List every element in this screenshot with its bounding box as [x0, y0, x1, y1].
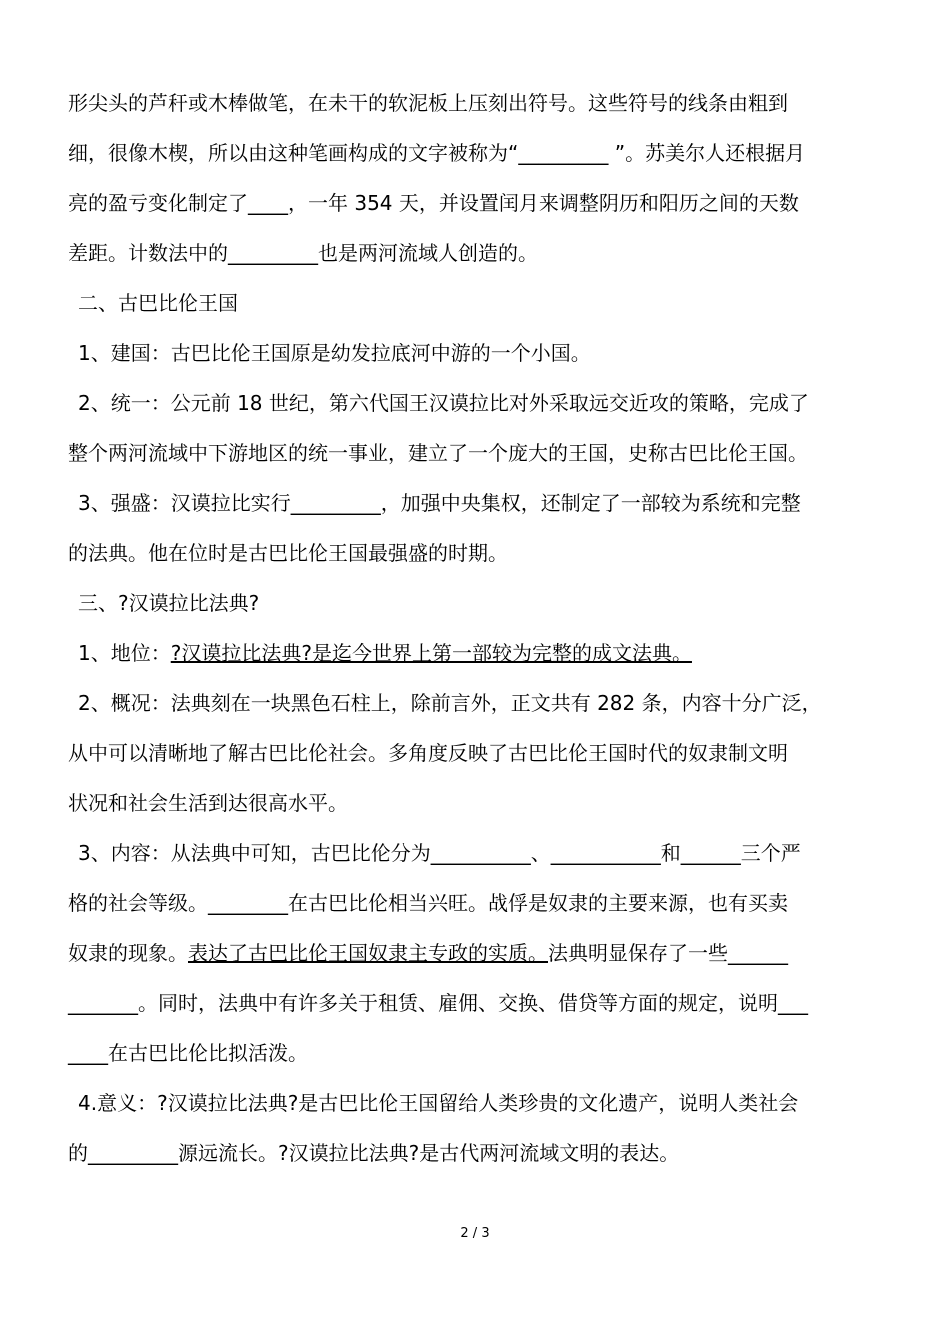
text: ”。苏美尔人还根据月 [608, 141, 806, 165]
text: 。同时，法典中有许多关于租赁、雇佣、交换、借贷等方面的规定，说明 [138, 991, 778, 1015]
item-overview [68, 678, 884, 828]
text-line [68, 378, 884, 428]
item-status [68, 628, 884, 678]
text: 1、地位： [78, 641, 171, 665]
text: ，一年 354 天，并设置闰月来调整阴历和阳历之间的天数 [288, 191, 799, 215]
text-line [68, 978, 884, 1028]
section-heading-code [68, 578, 884, 628]
text: 也是两河流域人创造的。 [318, 241, 538, 265]
section-heading-babylon [68, 278, 884, 328]
text-line [68, 478, 884, 528]
text: 细，很像木楔，所以由这种笔画构成的文字被称为“ [68, 141, 519, 165]
text-line [68, 428, 884, 478]
text: 和 [660, 841, 681, 865]
heading-text: 二、古巴比伦王国 [78, 291, 238, 315]
fill-blank: ____ [248, 191, 288, 215]
paragraph-cuneiform-continued [68, 78, 884, 278]
fill-blank: ______ [680, 841, 741, 865]
fill-blank: ___ [778, 991, 808, 1015]
fill-blank: ___________ [550, 841, 661, 865]
item-unification [68, 378, 884, 478]
document-body [68, 78, 884, 1178]
text-line [68, 1028, 884, 1078]
text-line [68, 1128, 884, 1178]
text: 差距。计数法中的 [68, 241, 228, 265]
fill-blank: _________ [88, 1141, 178, 1165]
item-prosperity [68, 478, 884, 578]
text: 法典明显保存了一些 [548, 941, 728, 965]
page-number: 2 / 3 [460, 1226, 490, 1241]
text-line [68, 678, 884, 728]
text-line [68, 178, 884, 228]
fill-blank: __________ [430, 841, 531, 865]
text: 亮的盈亏变化制定了 [68, 191, 248, 215]
text-line [68, 1078, 884, 1128]
text: 状况和社会生活到达很高水平。 [68, 791, 348, 815]
text: 在古巴比伦比拟活泼。 [108, 1041, 308, 1065]
text: 在古巴比伦相当兴旺。战俘是奴隶的主要来源，也有买卖 [288, 891, 788, 915]
text-line [68, 228, 884, 278]
text-line [68, 778, 884, 828]
text-line [68, 78, 884, 128]
text-line [68, 528, 884, 578]
text-line [68, 128, 884, 178]
underlined-text: ?汉谟拉比法典?是迄今世界上第一部较为完整的成文法典。 [170, 641, 692, 665]
heading-text: 三、?汉谟拉比法典? [78, 591, 260, 615]
fill-blank: _______ [68, 991, 138, 1015]
text: 奴隶的现象。 [68, 941, 188, 965]
text-line [68, 928, 884, 978]
text: 整个两河流域中下游地区的统一事业，建立了一个庞大的王国，史称古巴比伦王国。 [68, 441, 808, 465]
text: 三个严 [740, 841, 801, 865]
underlined-text: 表达了古巴比伦王国奴隶主专政的实质。 [188, 941, 548, 965]
text: 3、强盛：汉谟拉比实行 [78, 491, 291, 515]
item-significance [68, 1078, 884, 1178]
text: 、 [530, 841, 551, 865]
text: 形尖头的芦秆或木棒做笔，在未干的软泥板上压刻出符号。这些符号的线条由粗到 [68, 91, 788, 115]
text: 的法典。他在位时是古巴比伦王国最强盛的时期。 [68, 541, 508, 565]
item-content [68, 828, 884, 1078]
text-line [68, 828, 884, 878]
text: 源远流长。?汉谟拉比法典?是古代两河流域文明的表达。 [178, 1141, 680, 1165]
text: 1、建国：古巴比伦王国原是幼发拉底河中游的一个小国。 [78, 341, 591, 365]
fill-blank: _________ [290, 491, 381, 515]
text-line [68, 878, 884, 928]
fill-blank: ____ [68, 1041, 108, 1065]
text-line [68, 728, 884, 778]
fill-blank: ________ [208, 891, 288, 915]
text: ，加强中央集权，还制定了一部较为系统和完整 [380, 491, 801, 515]
text: 3、内容：从法典中可知，古巴比伦分为 [78, 841, 431, 865]
text: 格的社会等级。 [68, 891, 208, 915]
fill-blank: _________ [518, 141, 609, 165]
text: 2、统一：公元前 18 世纪，第六代国王汉谟拉比对外采取远交近攻的策略，完成了 [78, 391, 809, 415]
text: 4.意义：?汉谟拉比法典?是古巴比伦王国留给人类珍贵的文化遗产，说明人类社会 [78, 1091, 799, 1115]
text: 2、概况：法典刻在一块黑色石柱上，除前言外，正文共有 282 条，内容十分广泛， [78, 691, 822, 715]
fill-blank: _________ [228, 241, 318, 265]
text: 的 [68, 1141, 88, 1165]
item-founding [68, 328, 884, 378]
fill-blank: ______ [728, 941, 788, 965]
text: 从中可以清晰地了解古巴比伦社会。多角度反映了古巴比伦王国时代的奴隶制文明 [68, 741, 788, 765]
